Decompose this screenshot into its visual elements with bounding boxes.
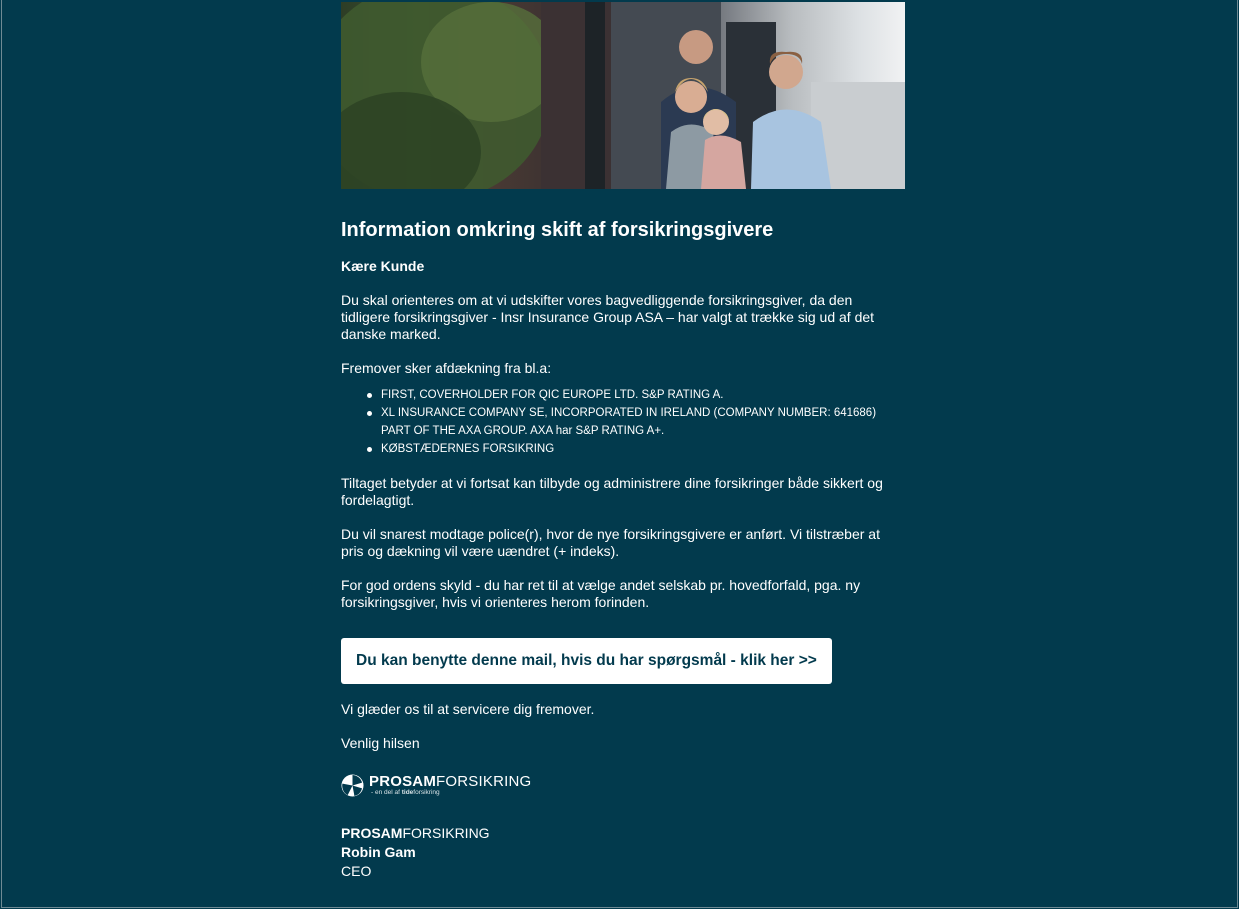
closing-text: Vi glæder os til at servicere dig fremover.	[341, 701, 595, 717]
email-viewport	[1, 0, 1238, 908]
insurer-item: KØBSTÆDERNES FORSIKRING	[381, 440, 905, 458]
insurer-item: XL INSURANCE COMPANY SE, INCORPORATED IN IRELAND (COMPANY NUMBER: 641686) PART OF THE AXA GROUP. AXA har S&P RATING A+.	[381, 404, 905, 440]
paragraph-rights: For god ordens skyld - du har ret til at vælge andet selskab pr. hovedforfald, pga. ny forsikringsgiver, hvis vi orienteres herom forinden.	[341, 577, 861, 610]
logo-wordmark	[369, 774, 531, 797]
logo-brand-light: FORSIKRING	[436, 772, 532, 790]
paragraph-benefit: Tiltaget betyder at vi fortsat kan tilbyde og administrere dine forsikringer både sikkert og fordelagtigt.	[341, 475, 883, 508]
regards-text: Venlig hilsen	[341, 735, 420, 751]
signature-title: CEO	[341, 863, 372, 879]
insurer-list	[341, 386, 905, 458]
logo-tagline-suffix: forsikring	[413, 788, 440, 796]
paragraph-coverage: Fremover sker afdækning fra bl.a:	[341, 360, 552, 376]
prosam-logo-icon	[341, 774, 364, 797]
paragraph-intro: Du skal orienteres om at vi udskifter vores bagvedliggende forsikringsgiver, da den tidligere forsikringsgiver - Insr Insurance Group ASA – har valgt at trække sig ud af det danske marked.	[341, 292, 875, 342]
signature-company-bold: PROSAM	[341, 825, 403, 841]
signature-company-light: FORSIKRING	[402, 825, 490, 841]
email-heading: Information omkring skift af forsikringsgivere	[341, 219, 774, 241]
signature-name-text: Robin Gam	[341, 844, 416, 860]
signature-company	[341, 824, 905, 843]
logo-brand	[369, 774, 531, 789]
signature-block	[341, 824, 905, 881]
contact-button[interactable]: Du kan benytte denne mail, hvis du har spørgsmål - klik her >>	[341, 638, 832, 684]
greeting: Kære Kunde	[341, 258, 425, 274]
hero-photo-illustration	[341, 2, 905, 189]
hero-image	[341, 2, 905, 189]
paragraph-policy: Du vil snarest modtage police(r), hvor de nye forsikringsgivere er anført. Vi tilstræber at pris og dækning vil være uændret (+ indeks).	[341, 526, 880, 559]
email-body	[341, 2, 905, 881]
prosam-logo[interactable]	[341, 772, 905, 798]
logo-tagline-prefix: - en del af	[371, 788, 402, 796]
signature-name	[341, 843, 905, 862]
logo-tagline	[371, 790, 531, 797]
insurer-item: FIRST, COVERHOLDER FOR QIC EUROPE LTD. S&P RATING A.	[381, 386, 905, 404]
logo-brand-bold: PROSAM	[369, 772, 437, 790]
logo-tagline-bold: tide	[401, 788, 414, 796]
